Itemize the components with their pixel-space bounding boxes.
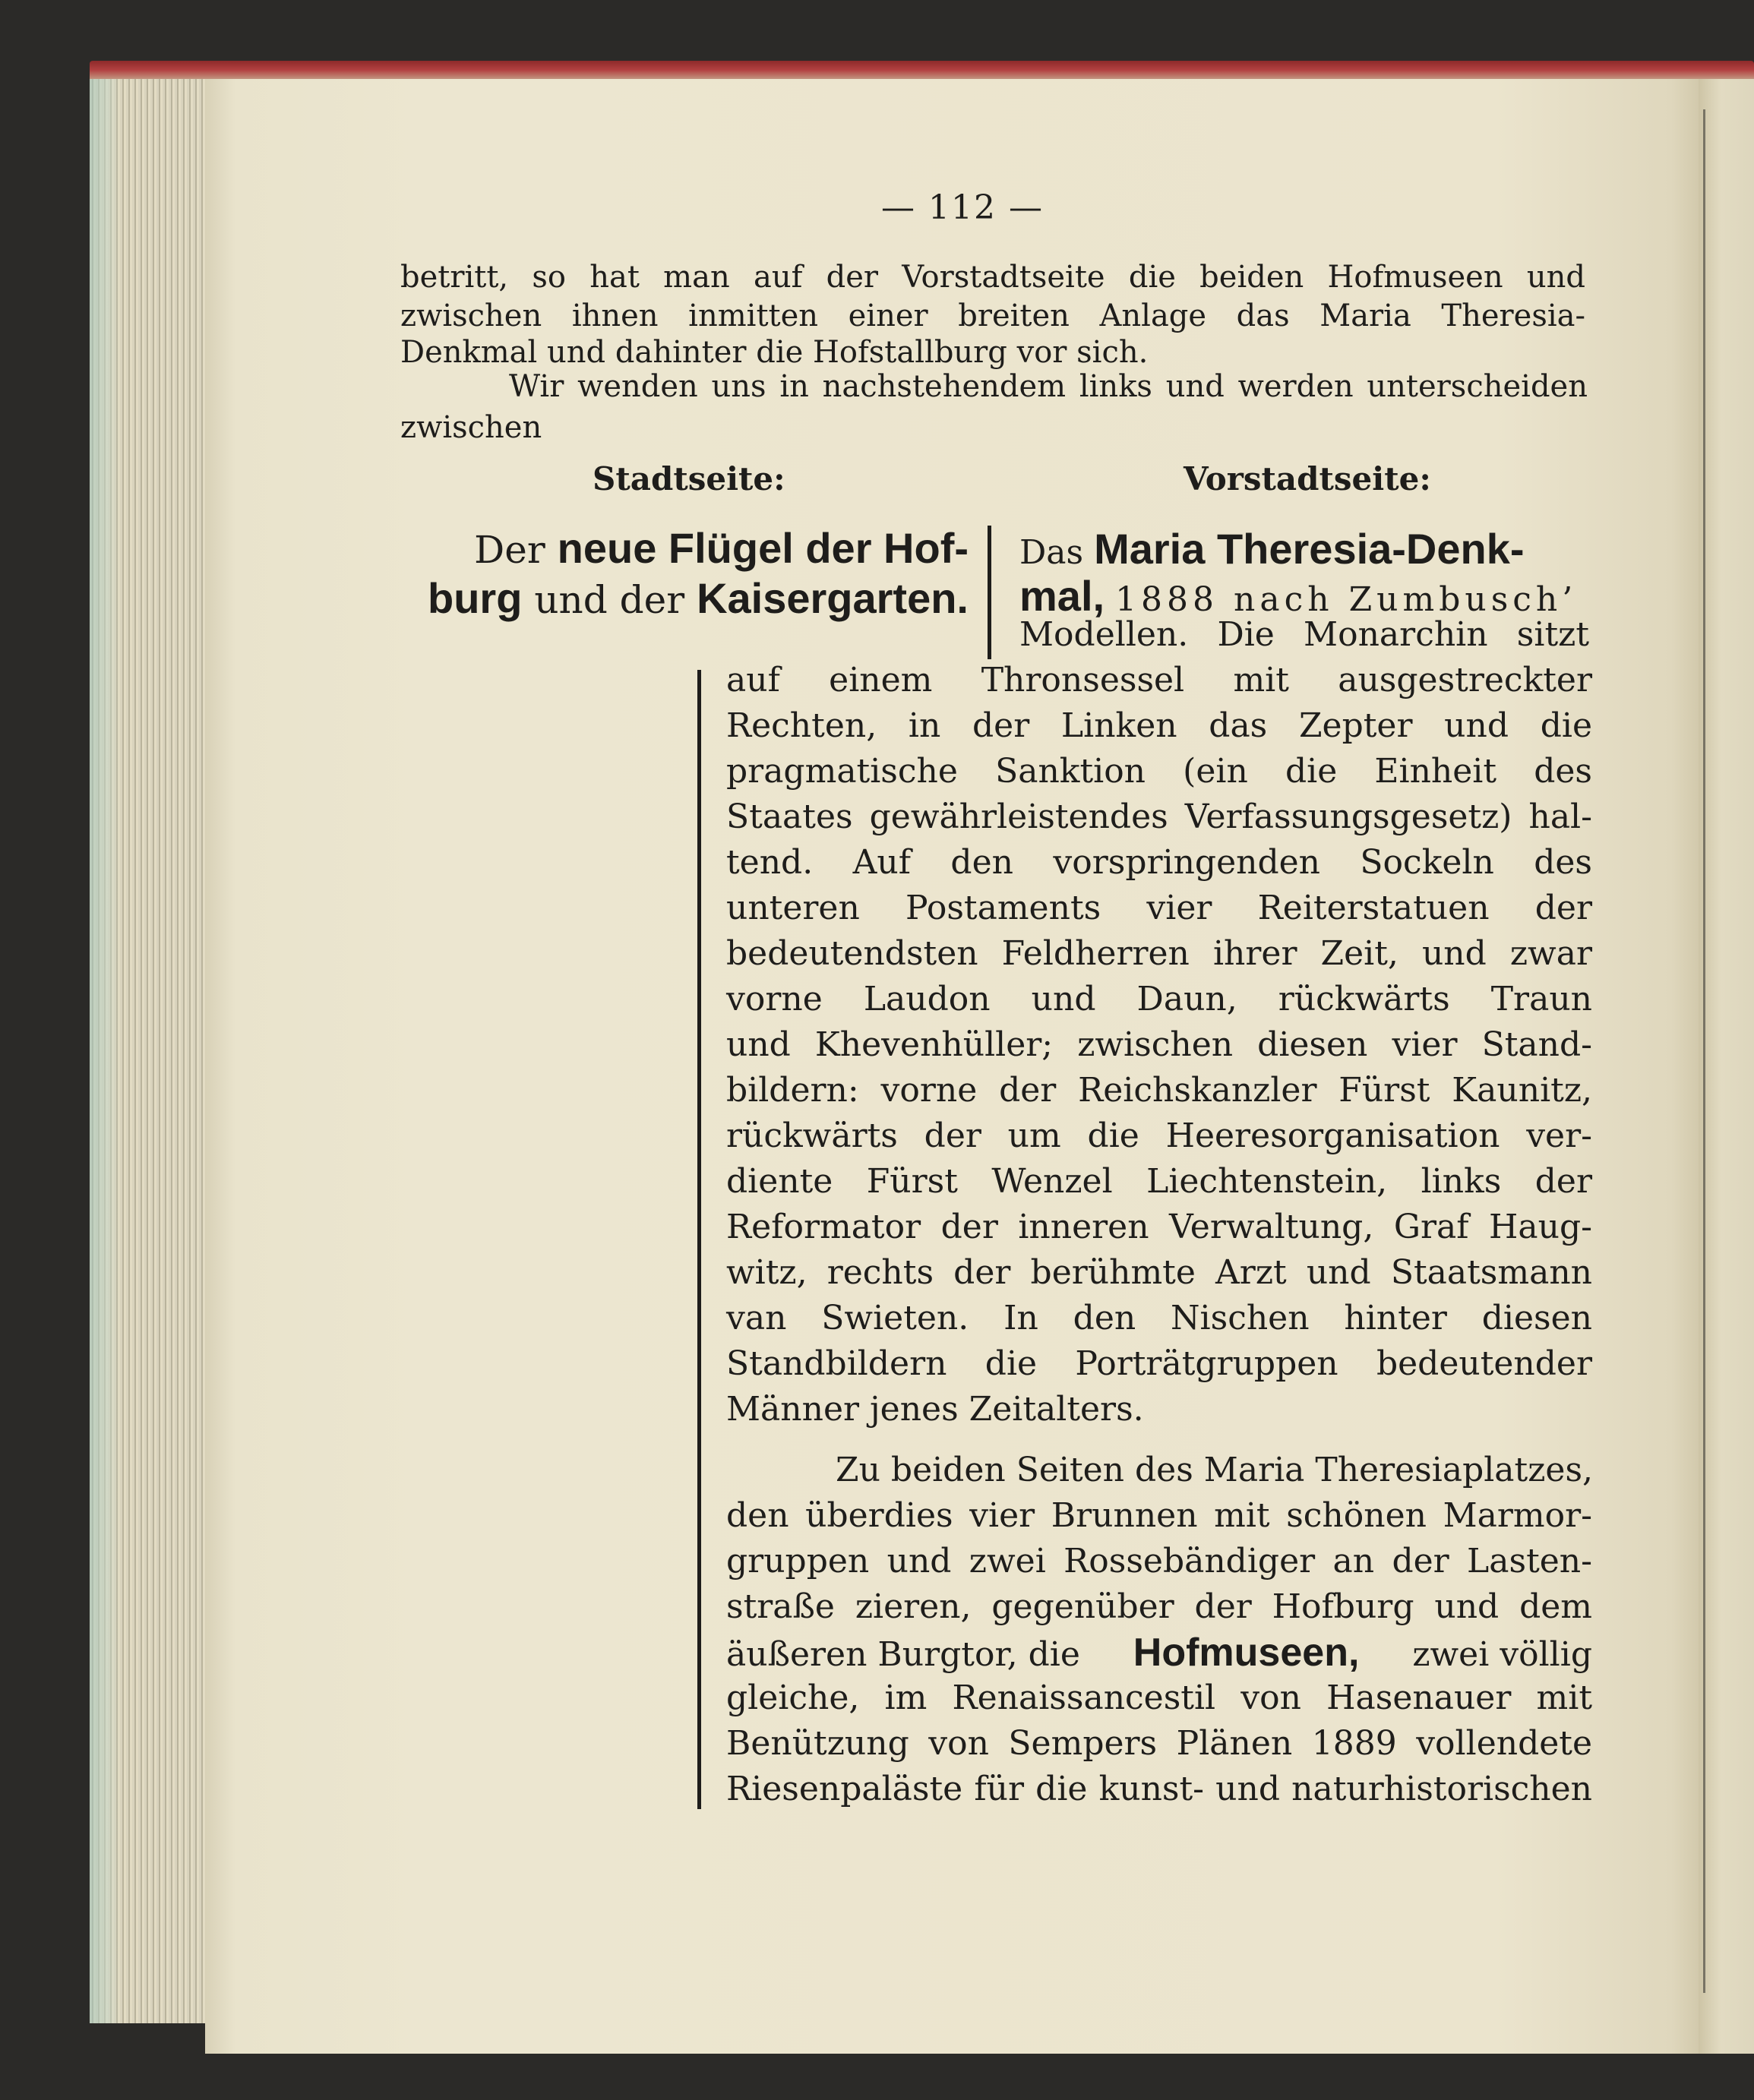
heading-city-side: Stadtseite:: [593, 460, 785, 497]
body-line: Zu beiden Seiten des Maria Theresiaplatzes,: [836, 1451, 1594, 1489]
title-part: Maria Theresia-Denk-: [1094, 525, 1525, 573]
body-line: van Swieten. In den Nischen hinter diesen: [726, 1299, 1592, 1337]
body-line: und Khevenhüller; zwischen diesen vier Stand-: [726, 1025, 1592, 1064]
body-line: Benützung von Sempers Plänen 1889 vollendete: [726, 1724, 1592, 1763]
body-line: Riesenpaläste für die kunst- und naturhistorischen: [726, 1770, 1592, 1808]
intro-line: zwischen ihnen inmitten einer breiten Anlage das Maria Theresia-: [400, 298, 1585, 333]
line-text: äußeren Burgtor, die: [726, 1635, 1080, 1674]
page-number: — 112 —: [881, 188, 1044, 227]
body-line: [726, 1630, 1592, 1675]
title-part: burg: [428, 574, 523, 622]
intro-line: Wir wenden uns in nachstehendem links und werden unterscheiden: [509, 369, 1588, 404]
body-line: diente Fürst Wenzel Liechtenstein, links der: [726, 1162, 1592, 1201]
intro-line: betritt, so hat man auf der Vorstadtseite die beiden Hofmuseen und: [400, 260, 1585, 295]
body-line: Standbildern die Porträtgruppen bedeutender: [726, 1344, 1592, 1383]
title-prefix: Das: [1019, 533, 1084, 572]
right-body-line: Modellen. Die Monarchin sitzt: [1019, 615, 1589, 654]
body-line: auf einem Thronsessel mit ausgestreckter: [726, 661, 1592, 699]
title-part: neue Flügel der Hof-: [557, 524, 969, 572]
intro-line: zwischen: [400, 410, 542, 445]
body-line: rückwärts der um die Heeresorganisation ver-: [726, 1116, 1592, 1155]
body-line: tend. Auf den vorspringenden Sockeln des: [726, 843, 1592, 882]
body-line: gruppen und zwei Rossebändiger an der Lasten-: [726, 1542, 1592, 1581]
page-gutter: [1699, 79, 1754, 2054]
title-part: Kaisergarten.: [697, 574, 969, 622]
left-column-title: [406, 524, 969, 624]
body-line: unteren Postaments vier Reiterstatuen der: [726, 889, 1592, 927]
body-line: pragmatische Sanktion (ein die Einheit des: [726, 752, 1592, 791]
title-part: mal,: [1019, 572, 1105, 620]
title-prefix: Der: [474, 528, 545, 572]
body-line: Männer jenes Zeitalters.: [726, 1390, 1144, 1429]
body-line: bildern: vorne der Reichskanzler Fürst Kaunitz,: [726, 1071, 1592, 1110]
title-rest: 1888 nach Zumbusch’: [1115, 580, 1578, 619]
body-line: den überdies vier Brunnen mit schönen Marmor-: [726, 1496, 1592, 1535]
heading-suburb-side: Vorstadtseite:: [1184, 460, 1431, 497]
line-text: zwei völlig: [1412, 1635, 1592, 1674]
column-rule: [988, 526, 991, 659]
right-title-line: [1019, 524, 1589, 573]
body-line: Reformator der inneren Verwaltung, Graf Haug-: [726, 1208, 1592, 1246]
bold-term-hofmuseen: Hofmuseen,: [1133, 1631, 1360, 1675]
body-line: witz, rechts der berühmte Arzt und Staatsmann: [726, 1253, 1592, 1292]
column-rule: [697, 670, 701, 1809]
body-line: Rechten, in der Linken das Zepter und die: [726, 706, 1592, 745]
body-line: gleiche, im Renaissancestil von Hasenauer mit: [726, 1678, 1592, 1717]
body-line: straße zieren, gegenüber der Hofburg und dem: [726, 1587, 1592, 1626]
body-line: Staates gewährleistendes Verfassungsgesetz) hal-: [726, 797, 1592, 836]
body-line: bedeutendsten Feldherren ihrer Zeit, und zwar: [726, 934, 1592, 973]
body-line: vorne Laudon und Daun, rückwärts Traun: [726, 980, 1592, 1018]
page-stack-edge: [90, 79, 211, 2023]
title-connector: und der: [534, 578, 685, 622]
intro-line: Denkmal und dahinter die Hofstallburg vor sich.: [400, 335, 1149, 370]
right-title-line: [1019, 571, 1589, 621]
